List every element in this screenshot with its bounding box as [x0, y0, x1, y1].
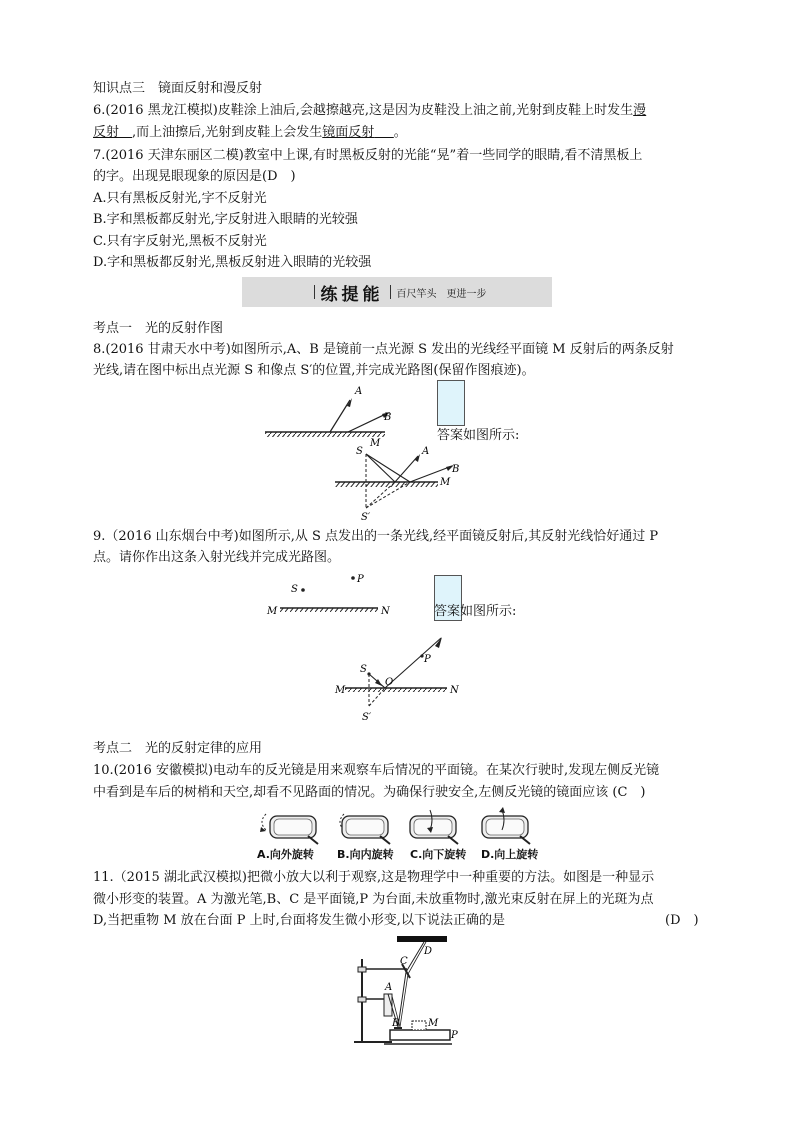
- section-banner: [242, 277, 552, 307]
- q9-answer-label-m: M: [335, 685, 346, 696]
- q11-line-3: D,当把重物 M 放在台面 P 上时,台面将发生微小形变,以下说法正确的是: [93, 913, 505, 928]
- q6-text: ,而上油擦后,光射到皮鞋上会发生: [132, 125, 323, 140]
- q8-answer-box: [437, 380, 465, 426]
- q11-label-c: C: [400, 956, 408, 967]
- q7-option-a: A.只有黑板反射光,字不反射光: [93, 191, 267, 206]
- q8-line-1: 8.(2016 甘肃天水中考)如图所示,A、B 是镜前一点光源 S 发出的光线经平面镜 M 反射后的两条反射: [93, 342, 674, 357]
- q11-line-2: 微小形变的装置。A 为激光笔,B、C 是平面镜,P 为台面,未放重物时,激光束反射在屏上的光斑为点: [93, 892, 654, 907]
- q6-answer-blank-1b: 反射: [93, 125, 120, 140]
- q9-line-2: 点。请你作出这条入射光线并完成光路图。: [93, 550, 341, 565]
- q6-text: 。: [393, 125, 407, 140]
- q10-option-c: C.向下旋转: [410, 848, 467, 861]
- banner-subtitle: 百尺竿头 更进一步: [396, 288, 487, 300]
- q8-answer-figure: [330, 440, 470, 523]
- q11-figure: [352, 934, 462, 1054]
- q9-figure: [265, 570, 405, 620]
- q6-line-1: [93, 102, 646, 120]
- q11-line-1: 11.（2015 湖北武汉模拟)把微小放大以利于观察,这是物理学中一种重要的方法。如图是一种显示: [93, 870, 655, 885]
- q9-answer-label-p: P: [424, 654, 431, 665]
- q11-label-m: M: [428, 1018, 439, 1029]
- q7-option-d: D.字和黑板都反射光,黑板反射进入眼睛的光较强: [93, 255, 372, 270]
- q9-answer-label-o: O: [385, 677, 394, 688]
- mirror-a-icon: [260, 814, 318, 844]
- q9-answer-label-s-image: S′: [362, 712, 372, 723]
- q9-label-s: S: [291, 584, 298, 595]
- q8-line-2: 光线,请在图中标出点光源 S 和像点 S′的位置,并完成光路图(保留作图痕迹)。: [93, 363, 535, 378]
- q9-label-n: N: [381, 606, 390, 617]
- q9-answer-figure: [335, 630, 465, 725]
- q11-answer: (D ): [665, 913, 699, 928]
- q7-option-b: B.字和黑板都反射光,字反射进入眼睛的光较强: [93, 212, 358, 227]
- q10-option-d: D.向上旋转: [481, 848, 539, 861]
- q11-label-d: D: [424, 946, 433, 957]
- q9-label-m: M: [267, 606, 278, 617]
- exam-point-2-title: 考点二 光的反射定律的应用: [93, 741, 263, 756]
- q9-answer-label-n: N: [450, 685, 459, 696]
- q8-answer-label-a: A: [422, 446, 430, 457]
- q9-label-p: P: [357, 574, 364, 585]
- q9-answer-label: 答案如图所示:: [434, 604, 517, 619]
- q9-line-1: 9.（2016 山东烟台中考)如图所示,从 S 点发出的一条光线,经平面镜反射后,其反射光线恰好通过 P: [93, 529, 659, 544]
- q8-answer-label-s-image: S′: [361, 512, 371, 523]
- q8-answer-label-m: M: [440, 477, 451, 488]
- q8-label-b: B: [384, 412, 392, 423]
- q10-line-2: 中看到是车后的树梢和天空,却看不见路面的情况。为确保行驶安全,左侧反光镜的镜面应该 (C ): [93, 785, 646, 800]
- q7-line-1: 7.(2016 天津东丽区二模)教室中上课,有时黑板反射的光能“晃”着一些同学的眼睛,看不清黑板上: [93, 148, 643, 163]
- q6-answer-blank-1a: 漫: [633, 103, 647, 118]
- q9-answer-label-s: S: [360, 664, 367, 675]
- q8-figure: [260, 380, 420, 449]
- q7-line-2: 的字。出现晃眼现象的原因是(D ): [93, 169, 296, 184]
- q11-label-p: P: [451, 1030, 458, 1041]
- section-title: 知识点三 镜面反射和漫反射: [93, 81, 263, 96]
- mirror-c-icon: [410, 810, 458, 844]
- q8-answer-label: 答案如图所示:: [437, 428, 520, 443]
- q10-line-1: 10.(2016 安徽模拟)电动车的反光镜是用来观察车后情况的平面镜。在某次行驶时,发现左侧反光镜: [93, 763, 660, 778]
- exam-point-1-title: 考点一 光的反射作图: [93, 321, 224, 336]
- q8-answer-label-s: S: [356, 446, 363, 457]
- banner-title: 练提能: [320, 284, 384, 305]
- q7-option-c: C.只有字反射光,黑板不反射光: [93, 234, 267, 249]
- q10-option-a: A.向外旋转: [257, 848, 314, 861]
- q8-answer-label-b: B: [452, 464, 460, 475]
- q11-label-b: B: [392, 1018, 400, 1029]
- mirror-d-icon: [482, 807, 530, 844]
- q8-label-m: M: [370, 438, 381, 449]
- q10-option-b: B.向内旋转: [337, 848, 394, 861]
- q6-answer-blank-2: 镜面反射: [322, 125, 375, 140]
- q8-label-a: A: [355, 386, 363, 397]
- q11-label-a: A: [385, 982, 393, 993]
- q6-line-2: [93, 124, 407, 142]
- q6-text: 6.(2016 黑龙江模拟)皮鞋涂上油后,会越擦越亮,这是因为皮鞋没上油之前,光射到皮鞋上时发生: [93, 103, 634, 118]
- mirror-b-icon: [340, 814, 390, 844]
